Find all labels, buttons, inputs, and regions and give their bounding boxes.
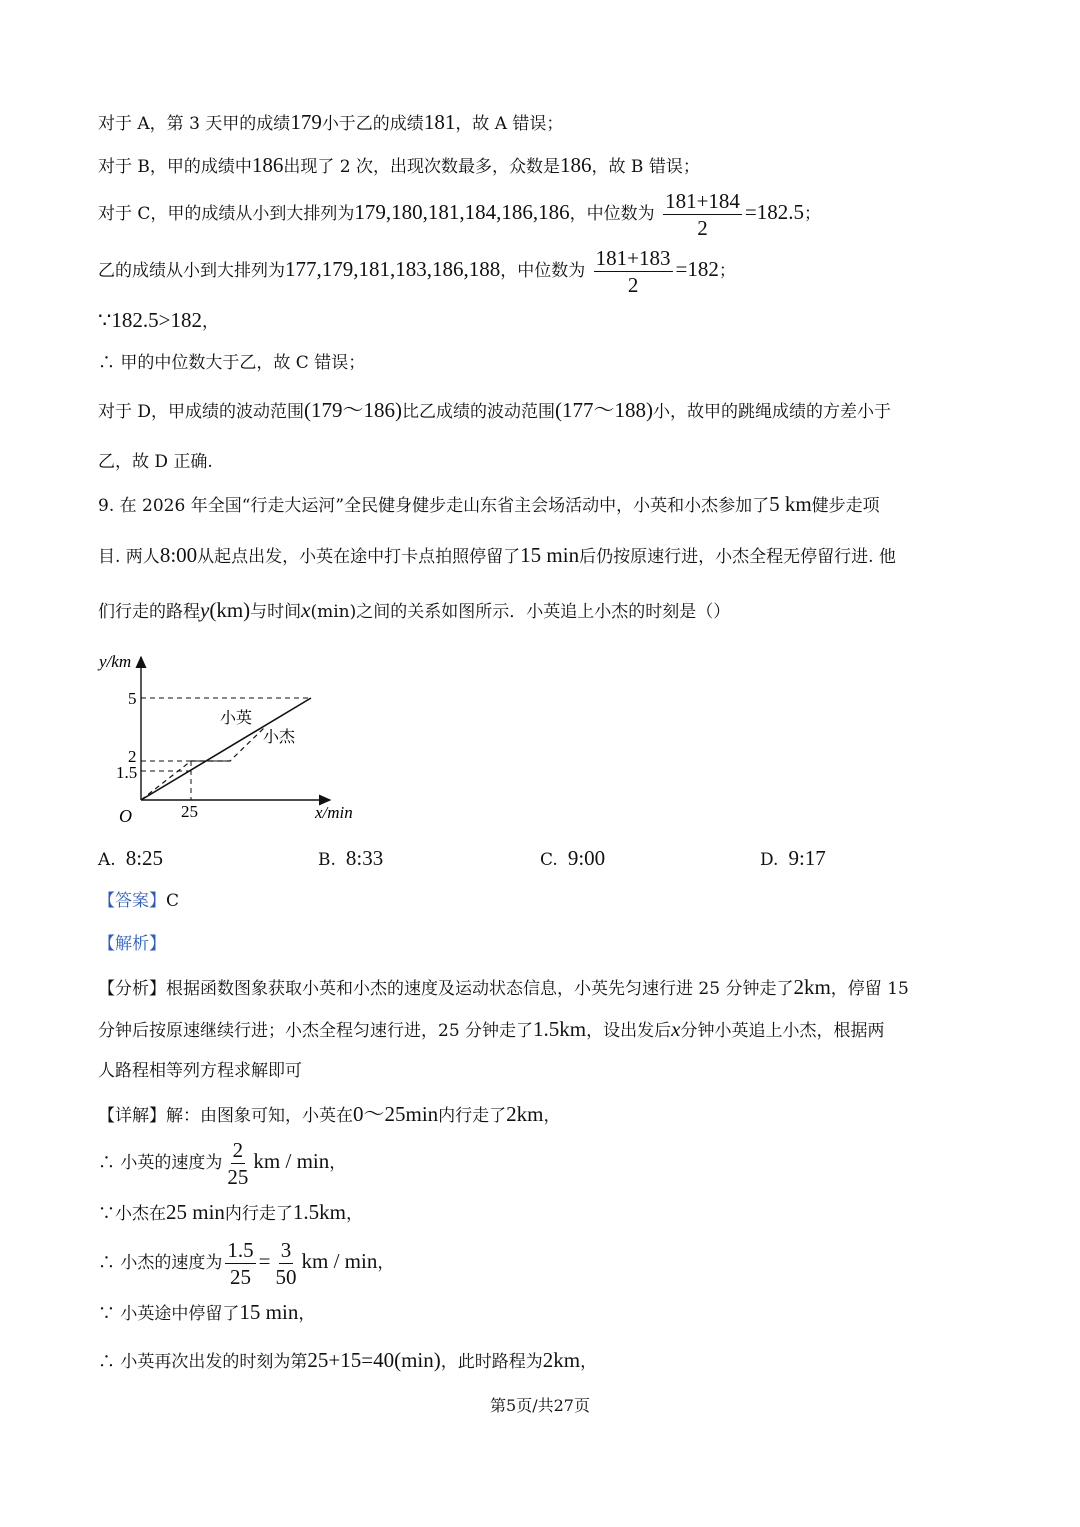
fraction-xiaoying-speed: $\frac{2}{25}$	[227, 1138, 249, 1189]
question-9-line-1: 9. 在 2026 年全国“行走大运河”全民健身健步走山东省主会场活动中，小英和小杰参加了5 km健步走项	[98, 492, 880, 516]
option-b[interactable]: B. 8:33	[318, 846, 384, 870]
question-9-line-3: 们行走的路程y(km)与时间x(min)之间的关系如图所示．小英追上小杰的时刻是（）	[98, 598, 731, 622]
option-a[interactable]: A. 8:25	[98, 846, 164, 870]
line-yi-median: 乙的成绩从小到大排列为177,179,181,183,186,188，中位数为 $\frac{181+183}{2}$ =182；	[98, 246, 736, 297]
label-xiaojie: 小杰	[263, 727, 296, 746]
page-footer: 第5页/共27页	[490, 1396, 590, 1415]
detail-line-4: ∴ 小杰的速度为 $\frac{1.5}{25}$ = $\frac{3}{50}$ km / min，	[98, 1238, 395, 1289]
label-xiaoying: 小英	[220, 708, 253, 727]
answer-line: 【答案】C	[98, 891, 180, 911]
x-axis-label: x/min	[315, 803, 353, 822]
origin-label: O	[119, 806, 132, 826]
question-9-line-2: 目. 两人8:00从起点出发，小英在途中打卡点拍照停留了15 min后仍按原速行进，小杰全程无停留行进. 他	[98, 543, 896, 567]
y-tick-1-5: 1.5	[116, 763, 138, 782]
detail-line-6: ∴ 小英再次出发的时刻为第25+15=40(min)，此时路程为2km，	[98, 1348, 598, 1372]
fraction-median-jia: $\frac{181+184}{2}$	[665, 189, 740, 240]
line-conclusion-c: ∴ 甲的中位数大于乙，故 C 错误；	[98, 353, 366, 373]
detail-line-3: ∵小杰在25 min内行走了1.5km，	[98, 1200, 364, 1224]
y-tick-5: 5	[128, 689, 137, 708]
line-option-c-analysis: 对于 C，甲的成绩从小到大排列为179,180,181,184,186,186，中位数为 $\frac{181+184}{2}$ =182.5；	[98, 189, 822, 240]
line-option-b-analysis: 对于 B，甲的成绩中186出现了 2 次，出现次数最多，众数是186，故 B 错误；	[98, 153, 700, 177]
fraction-xiaojie-speed-2: $\frac{3}{50}$	[275, 1238, 297, 1289]
option-c[interactable]: C. 9:00	[540, 846, 606, 870]
fenxi-line-2: 分钟后按原速继续行进；小杰全程匀速行进，25 分钟走了1.5km，设出发后x分钟小英追上小杰，根据两	[98, 1017, 885, 1041]
fenxi-line-3: 人路程相等列方程求解即可	[98, 1061, 302, 1081]
line-conclusion-d: 乙，故 D 正确.	[98, 452, 213, 472]
distance-time-graph	[95, 645, 375, 830]
option-d[interactable]: D. 9:17	[760, 846, 826, 870]
x-tick-25: 25	[181, 802, 198, 821]
fenxi-line-1: 【分析】根据函数图象获取小英和小杰的速度及运动状态信息，小英先匀速行进 25 分钟走了2km，停留 15	[98, 975, 909, 999]
y-tick-2: 2	[128, 747, 137, 766]
detail-line-2: ∴ 小英的速度为 $\frac{2}{25}$ km / min，	[98, 1138, 347, 1189]
detail-line-1: 【详解】解：由图象可知，小英在0～25min内行走了2km，	[98, 1102, 561, 1126]
detail-line-5: ∵ 小英途中停留了15 min，	[98, 1300, 316, 1324]
line-option-a-analysis: 对于 A，第 3 天甲的成绩179小于乙的成绩181，故 A 错误；	[98, 110, 564, 134]
fraction-median-yi: $\frac{181+183}{2}$	[595, 246, 671, 297]
analysis-heading: 【解析】	[98, 934, 166, 954]
line-option-d-analysis: 对于 D，甲成绩的波动范围(179～186)比乙成绩的波动范围(177～188)小，故甲的跳绳成绩的方差小于	[98, 398, 892, 422]
answer-tag: 【答案】	[98, 891, 166, 911]
y-axis-label: y/km	[99, 652, 132, 671]
line-comparison: ∵182.5>182，	[98, 308, 219, 332]
fraction-xiaojie-speed-1: $\frac{1.5}{25}$	[227, 1238, 254, 1289]
